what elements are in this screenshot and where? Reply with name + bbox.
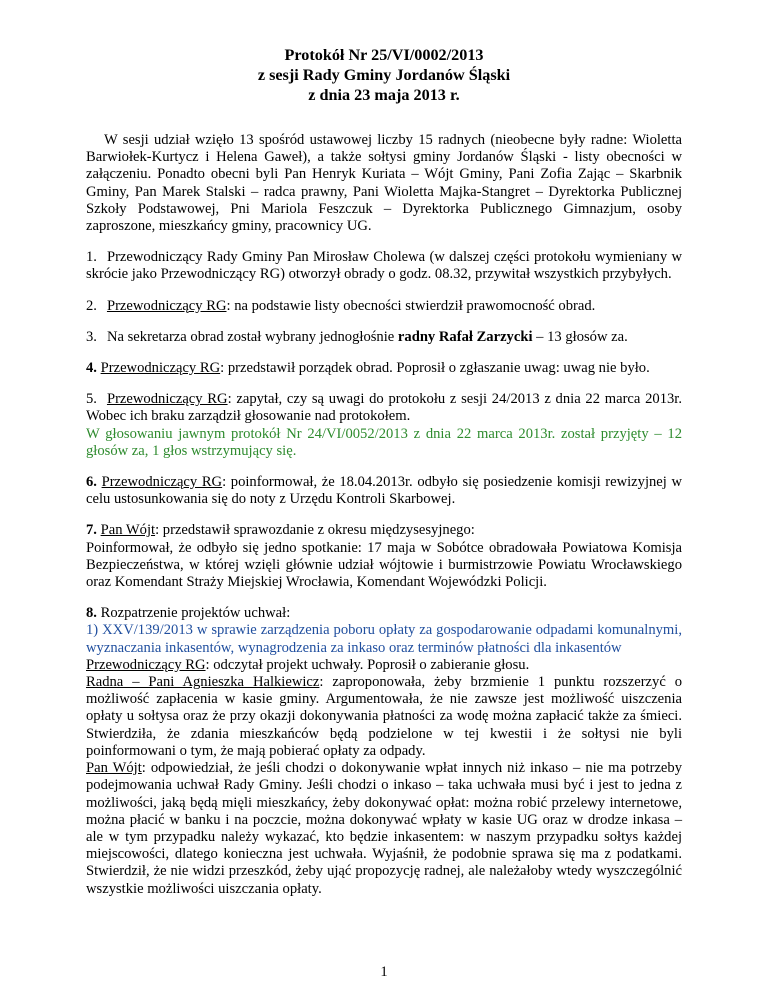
item-2-text: : na podstawie listy obecności stwierdził prawomocność obrad. xyxy=(226,297,596,314)
statement-mayor-speaker: Pan Wójt xyxy=(86,760,142,777)
item-4-number: 4. xyxy=(86,360,97,377)
resolution-title: 1) XXV/139/2013 w sprawie zarządzenia poboru opłaty za gospodarowanie odpadami komunalnymi, wyznaczania inkasentów, wynagrodzenia za inkaso oraz terminów płatności dla inkasentów xyxy=(86,622,682,656)
title-line-2: z sesji Rady Gminy Jordanów Śląski xyxy=(257,66,511,84)
statement-chair-speaker: Przewodniczący RG xyxy=(86,656,206,673)
item-6-number: 6. xyxy=(86,474,97,491)
title-line-3: z dnia 23 maja 2013 r. xyxy=(308,86,460,104)
page-title xyxy=(86,45,682,105)
item-7-text-a: : przedstawił sprawozdanie z okresu międzysesyjnego: xyxy=(155,522,475,539)
item-7-number: 7. xyxy=(86,522,97,539)
item-4-speaker: Przewodniczący RG xyxy=(100,360,221,377)
item-1-number: 1. xyxy=(86,249,97,266)
statement-councillor-speaker: Radna – Pani Agnieszka Halkiewicz xyxy=(86,674,320,691)
statement-mayor xyxy=(86,760,682,898)
item-4-text: : przedstawił porządek obrad. Poprosił o zgłaszanie uwag: uwag nie było. xyxy=(220,360,650,377)
item-2-speaker: Przewodniczący RG xyxy=(106,297,227,314)
item-6-speaker: Przewodniczący RG xyxy=(101,474,223,491)
item-8 xyxy=(86,605,682,622)
item-7 xyxy=(86,522,682,539)
item-6-text: : poinformował, że 18.04.2013r. odbyło się posiedzenie komisji rewizyjnej w celu ustosunkowania się do noty z Urzędu Kontroli Skarbowej. xyxy=(86,474,682,508)
title-line-1: Protokół Nr 25/VI/0002/2013 xyxy=(284,46,484,64)
item-2-number: 2. xyxy=(86,297,97,314)
item-7-speaker: Pan Wójt xyxy=(100,522,156,539)
item-7-report: Poinformował, że odbyło się jedno spotkanie: 17 maja w Sobótce obradowała Powiatowa Komisja Bezpieczeństwa, w której wzięli głównie udział wójtowie i burmistrzowie Powiatu Wrocławskiego oraz Komendant Straży Miejskiej Wrocławia, Komendant Wojewódzki Policji. xyxy=(86,539,682,591)
item-2 xyxy=(86,298,682,315)
item-4 xyxy=(86,360,682,377)
item-3 xyxy=(86,329,682,346)
page-number: 1 xyxy=(380,964,388,980)
statement-mayor-text: : odpowiedział, że jeśli chodzi o dokonywanie wpłat innych niż inkaso – nie ma potrzeby podejmowania uchwał Rady Gminy. Jeśli chodzi o inkaso – taka uchwała musi być i jest to jedna z możliwości, jaką będą mięli mieszkańcy, żeby dokonywać opłat: można robić przelewy internetowe, można płacić w banku i na poczcie, można dokonywać wpłaty w kasie UG oraz w drodze inkasa – ale w tym przypadku należy wykazać, kto będzie inkasentem: w naszym przypadku sołtys każdej miejscowości, dlatego konieczna jest uchwała. Wyjaśnił, że podobnie sprawa się ma z podatkami. Stwierdził, że nie widzi przeszkód, żeby ująć propozycję radnej, ale należałoby wtedy wyszczególnić wszystkie możliwości uiszczania opłaty. xyxy=(86,760,682,897)
item-3-text-a: Na sekretarza obrad został wybrany jednogłośnie xyxy=(106,328,398,345)
item-1 xyxy=(86,249,682,283)
statement-councillor xyxy=(86,674,682,760)
statement-chair xyxy=(86,657,682,674)
item-1-text: Przewodniczący Rady Gminy Pan Mirosław Cholewa (w dalszej części protokołu wymieniany w skrócie jako Przewodniczący RG) otworzył obrady o godz. 08.32, przywitał wszystkich przybyłych. xyxy=(86,249,682,283)
item-5 xyxy=(86,391,682,425)
item-3-text-b: – 13 głosów za. xyxy=(532,328,628,345)
item-5-speaker: Przewodniczący RG xyxy=(106,391,228,408)
item-3-number: 3. xyxy=(86,328,97,345)
item-8-number: 8. xyxy=(86,605,97,622)
statement-councillor-text: : zaproponowała, żeby brzmienie 1 punktu rozszerzyć o możliwość zapłacenia w kasie gminy. Argumentowała, że nie zawsze jest możliwość uiszczenia opłaty u sołtysa oraz że przy okazji dokonywania płatności za wodę można zapłacić także za śmieci. Stwierdziła, że zdania mieszkańców będą podzielone w tej kwestii i że sołtysi nie byli poinformowani o tym, że mają pobierać opłaty za odpady. xyxy=(86,674,683,759)
item-5-text: : zapytał, czy są uwagi do protokołu z sesji 24/2013 z dnia 22 marca 2013r. Wobec ich braku zarządził głosowanie nad protokołem. xyxy=(86,391,682,425)
item-5-vote-result: W głosowaniu jawnym protokół Nr 24/VI/0052/2013 z dnia 22 marca 2013r. został przyjęty – 12 głosów za, 1 głos wstrzymujący się. xyxy=(86,425,682,459)
item-8-heading: Rozpatrzenie projektów uchwał: xyxy=(96,605,291,622)
item-5-number: 5. xyxy=(86,391,97,408)
statement-chair-text: : odczytał projekt uchwały. Poprosił o zabieranie głosu. xyxy=(205,656,530,673)
intro-paragraph: W sesji udział wzięło 13 spośród ustawowej liczby 15 radnych (nieobecne były radne: Wioletta Barwiołek-Kurtycz i Helena Gaweł), a także sołtysi gminy Jordanów Śląski - listy obecności w załączeniu. Ponadto obecni byli Pan Henryk Kuriata – Wójt Gminy, Pani Zofia Zając – Skarbnik Gminy, Pan Marek Stalski – radca prawny, Pani Wioletta Majka-Stangret – Dyrektorka Publicznej Szkoły Podstawowej, Pni Mariola Feszczuk – Dyrektorka Publicznego Gimnazjum, osoby zaproszone, mieszkańcy gminy, pracownicy UG. xyxy=(86,132,682,235)
item-3-secretary: radny Rafał Zarzycki xyxy=(397,328,533,345)
item-6 xyxy=(86,474,682,508)
